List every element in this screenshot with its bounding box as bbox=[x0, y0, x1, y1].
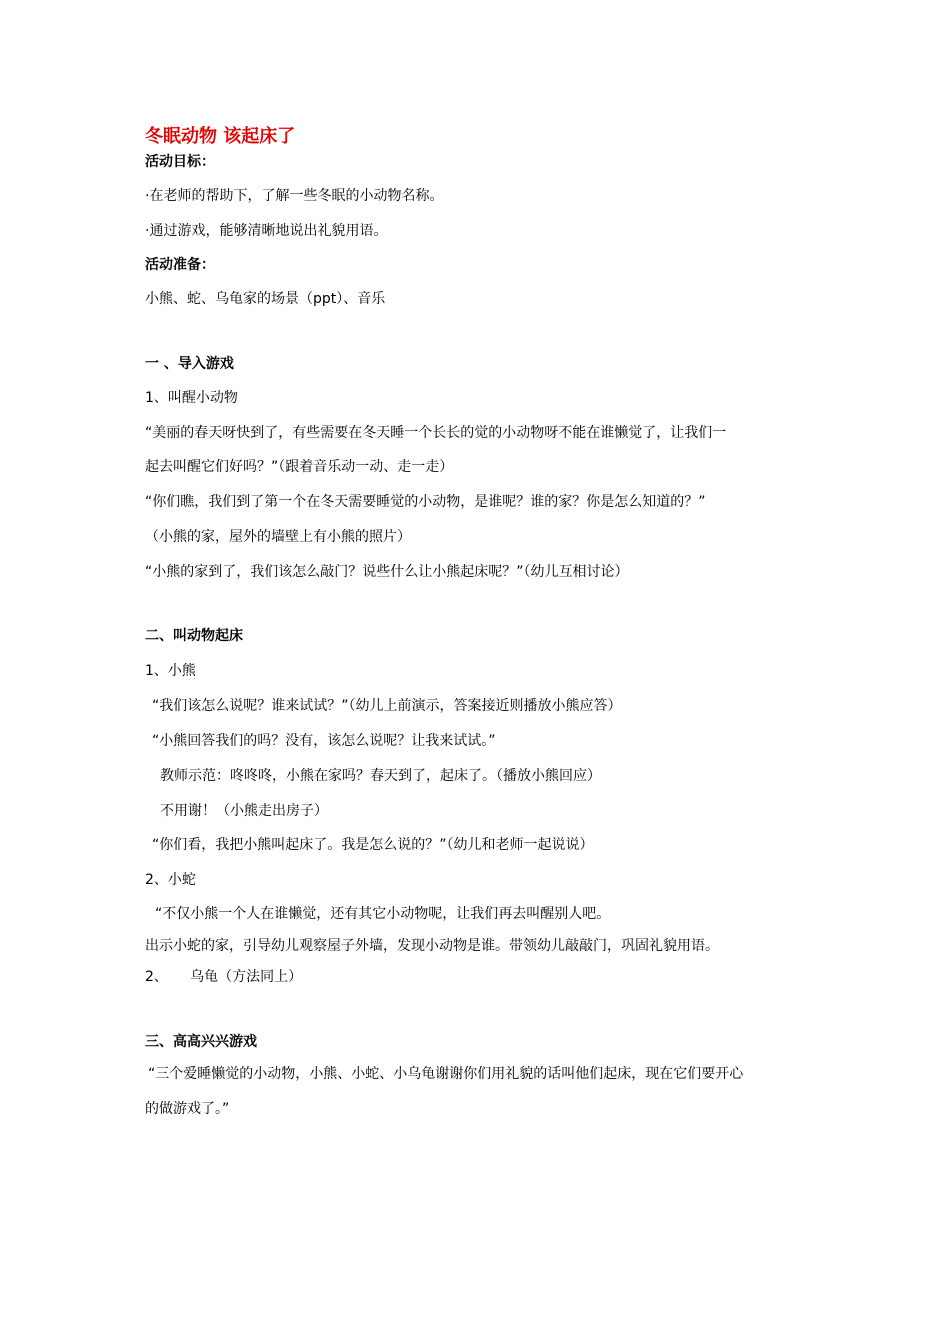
prep-text: 小熊、蛇、乌龟家的场景（ppt）、音乐 bbox=[145, 291, 386, 307]
section-2-line-4: 不用谢！（小熊走出房子） bbox=[160, 803, 328, 819]
section-1-para-1b: 起去叫醒它们好吗？”（跟着音乐动一动、走一走） bbox=[145, 459, 454, 475]
section-2-item-1: 1、小熊 bbox=[145, 663, 196, 679]
section-2-item-3: 2、 乌龟（方法同上） bbox=[145, 969, 303, 985]
goal-item-1: ·在老师的帮助下，了解一些冬眠的小动物名称。 bbox=[145, 188, 444, 204]
section-2-line-7: 出示小蛇的家，引导幼儿观察屋子外墙，发现小动物是谁。带领幼儿敲敲门，巩固礼貌用语。 bbox=[145, 938, 719, 954]
section-2-line-5: “你们看，我把小熊叫起床了。我是怎么说的？”（幼儿和老师一起说说） bbox=[152, 837, 594, 853]
section-1-heading: 一 、导入游戏 bbox=[145, 356, 234, 372]
section-2-heading: 二、叫动物起床 bbox=[145, 628, 243, 644]
goal-item-2: ·通过游戏，能够清晰地说出礼貌用语。 bbox=[145, 223, 388, 239]
section-3-heading: 三、高高兴兴游戏 bbox=[145, 1034, 257, 1050]
section-1-para-2b: （小熊的家，屋外的墙壁上有小熊的照片） bbox=[145, 529, 411, 545]
section-2-item-2: 2、小蛇 bbox=[145, 872, 196, 888]
section-1-para-1a: “美丽的春天呀快到了，有些需要在冬天睡一个长长的觉的小动物呀不能在谁懒觉了，让我们一 bbox=[145, 425, 727, 441]
goals-heading: 活动目标： bbox=[145, 154, 215, 170]
section-1-item-1: 1、叫醒小动物 bbox=[145, 390, 238, 406]
document-title: 冬眠动物 该起床了 bbox=[145, 126, 296, 147]
section-2-line-6: “不仅小熊一个人在谁懒觉，还有其它小动物呢，让我们再去叫醒别人吧。 bbox=[155, 906, 611, 922]
section-3-para-a: “三个爱睡懒觉的小动物，小熊、小蛇、小乌龟谢谢你们用礼貌的话叫他们起床，现在它们要开心 bbox=[148, 1066, 744, 1082]
section-2-line-3: 教师示范：咚咚咚，小熊在家吗？春天到了，起床了。（播放小熊回应） bbox=[160, 768, 601, 784]
prep-heading: 活动准备： bbox=[145, 257, 215, 273]
section-2-line-2: “小熊回答我们的吗？没有，该怎么说呢？让我来试试。” bbox=[152, 733, 496, 749]
section-3-para-b: 的做游戏了。” bbox=[145, 1101, 230, 1117]
section-1-para-3: “小熊的家到了，我们该怎么敲门？说些什么让小熊起床呢？”（幼儿互相讨论） bbox=[145, 564, 629, 580]
section-2-line-1: “我们该怎么说呢？谁来试试？”（幼儿上前演示，答案接近则播放小熊应答） bbox=[152, 698, 622, 714]
section-1-para-2a: “你们瞧，我们到了第一个在冬天需要睡觉的小动物，是谁呢？谁的家？你是怎么知道的？” bbox=[145, 494, 706, 510]
